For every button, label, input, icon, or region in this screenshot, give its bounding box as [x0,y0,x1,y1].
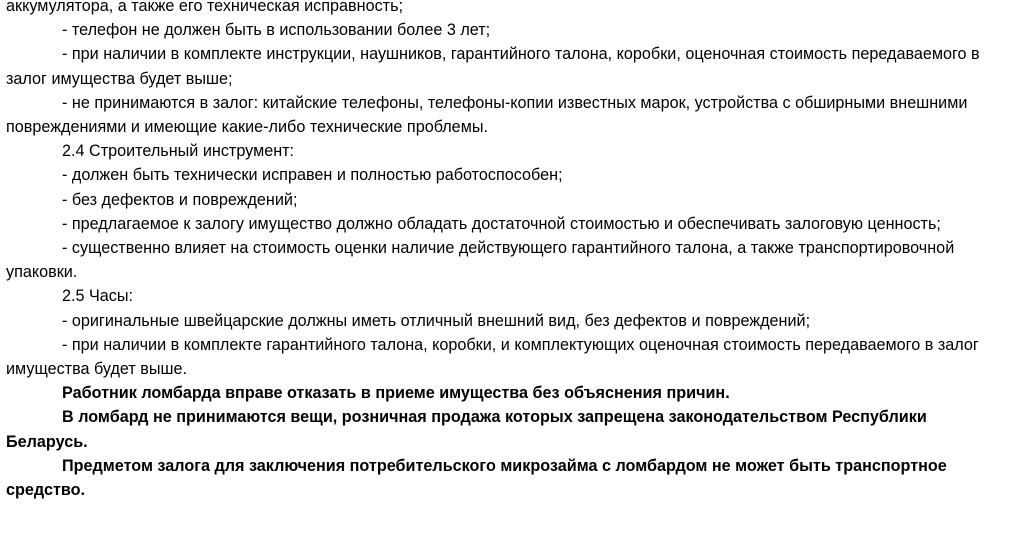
notice-refusal-right: Работник ломбарда вправе отказать в приеме имущества без объяснения причин. [62,384,730,403]
section-heading-watches: 2.5 Часы: [62,287,134,306]
paragraph-phone-age: - телефон не должен быть в использовании более 3 лет; [62,21,491,40]
document-body [6,0,1006,502]
paragraph-battery-condition: аккумулятора, а также его техническая исправность; [6,0,404,15]
section-heading-construction-tools: 2.4 Строительный инструмент: [62,142,295,161]
paragraph-tools-working: - должен быть технически исправен и полностью работоспособен; [62,166,563,185]
notice-no-vehicles: Предметом залога для заключения потребительского микрозайма с ломбардом не может быть транспортное средство. [6,456,947,500]
paragraph-tools-no-defects: - без дефектов и повреждений; [62,190,298,209]
paragraph-watches-swiss: - оригинальные швейцарские должны иметь отличный внешний вид, без дефектов и повреждений; [62,311,811,330]
notice-prohibited-items: В ломбард не принимаются вещи, розничная продажа которых запрещена законодательством Республики Беларусь. [6,408,927,451]
paragraph-tools-value: - предлагаемое к залогу имущество должно обладать достаточной стоимостью и обеспечивать залоговую ценность; [62,214,941,233]
paragraph-phone-accessories: - при наличии в комплекте инструкции, наушников, гарантийного талона, коробки, оценочная стоимость передаваемого в залог имущества будет выше; [6,45,980,88]
paragraph-tools-warranty: - существенно влияет на стоимость оценки наличие действующего гарантийного талона, а также транспортировочной упаковки. [6,239,955,282]
paragraph-watches-accessories: - при наличии в комплекте гарантийного талона, коробки, и комплектующих оценочная стоимость передаваемого в залог имущества будет выше. [6,335,979,379]
paragraph-phone-not-accepted: - не принимаются в залог: китайские телефоны, телефоны-копии известных марок, устройства с обширными внешними повреждениями и имеющие какие-либо технические проблемы. [6,93,968,137]
